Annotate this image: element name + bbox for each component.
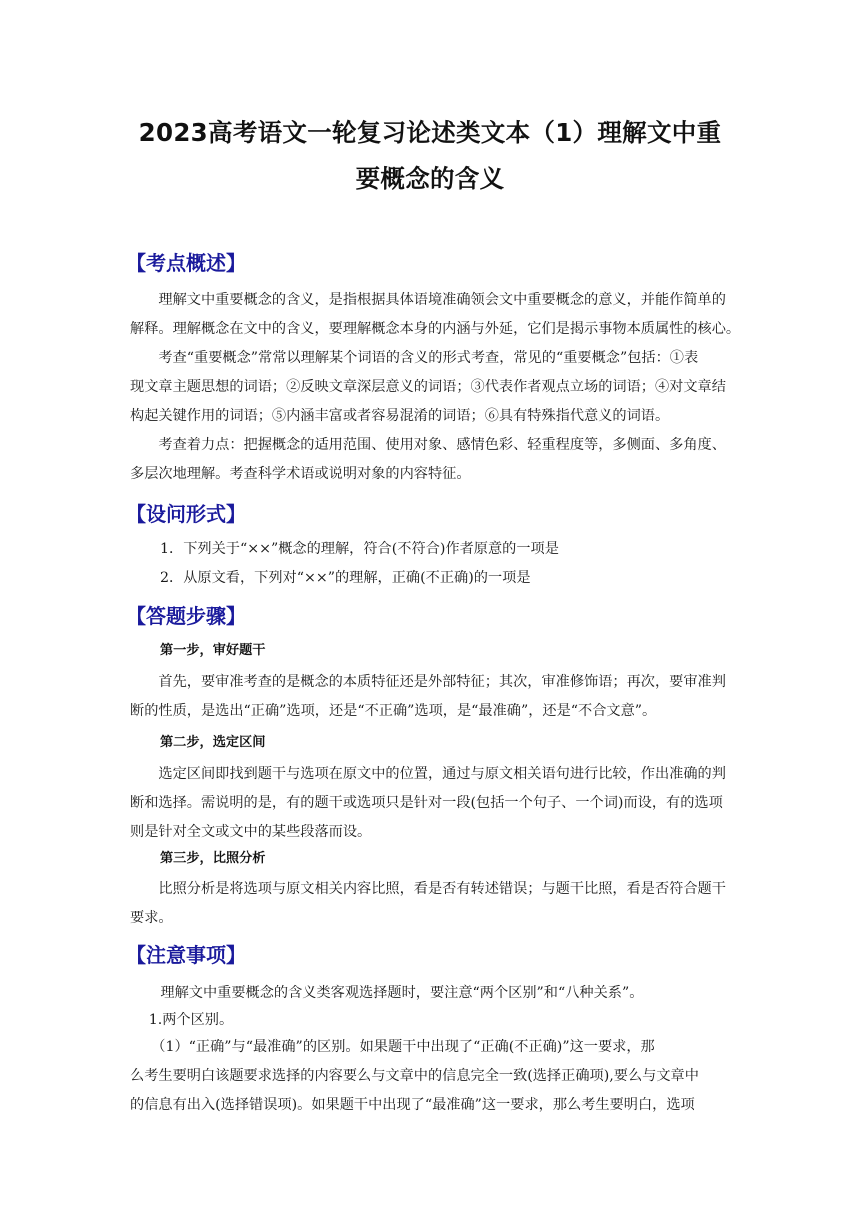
paragraph-overview-1 [130,286,740,344]
step-1-text [130,668,726,726]
step-2-text [130,760,726,847]
title-line-2: 要概念的含义 [355,164,505,193]
paragraph-line: 比照分析是将选项与原文相关内容比照，看是否有转述错误；与题干比照，看是否符合题干 [130,881,726,897]
step-3-title: 第三步，比照分析 [160,851,266,866]
section-heading-notes: 【注意事项】 [126,943,246,967]
paragraph-line: 现文章主题思想的词语；②反映文章深层意义的词语；③代表作者观点立场的词语；④对文章结 [130,379,726,395]
paragraph-line: 首先，要审准考查的是概念的本质特征还是外部特征；其次，审准修饰语；再次，要审准判 [130,674,726,690]
question-form-item: 1．下列关于“××”概念的理解，符合(不符合)作者原意的一项是 [160,541,559,557]
paragraph-line: 考查着力点：把握概念的适用范围、使用对象、感情色彩、轻重程度等，多侧面、多角度、 [130,437,726,453]
paragraph-line: 要求。 [130,910,173,926]
step-2-title: 第二步，选定区间 [160,735,266,750]
paragraph-line: 理解文中重要概念的含义，是指根据具体语境准确领会文中重要概念的意义，并能作简单的 [130,292,726,308]
document-title [110,110,750,202]
question-form-list [160,535,559,593]
section-heading-steps: 【答题步骤】 [126,604,246,628]
paragraph-line: （1）“正确”与“最准确”的区别。如果题干中出现了“正确(不正确)”这一要求，那 [130,1039,655,1055]
paragraph-line: 多层次地理解。考查科学术语或说明对象的内容特征。 [130,466,471,482]
step-1-title: 第一步，审好题干 [160,643,266,658]
paragraph-line: 断的性质，是选出“正确”选项，还是“不正确”选项，是“最准确”，还是“不合文意”。 [130,703,657,719]
title-line-1: 2023高考语文一轮复习论述类文本（1）理解文中重 [138,118,722,147]
question-form-item: 2．从原文看，下列对“××”的理解，正确(不正确)的一项是 [160,570,531,586]
paragraph-line: 构起关键作用的词语；⑤内涵丰富或者容易混淆的词语；⑥具有特殊指代意义的词语。 [130,408,670,424]
notes-paragraph-1 [130,1033,699,1120]
paragraph-overview-2 [130,344,726,431]
paragraph-line: 则是针对全文或文中的某些段落而设。 [130,824,372,840]
notes-intro: 理解文中重要概念的含义类客观选择题时，要注意“两个区别”和“八种关系”。 [132,985,644,1001]
paragraph-line: 的信息有出入(选择错误项)。如果题干中出现了“最准确”这一要求，那么考生要明白，选项 [130,1097,695,1113]
paragraph-line: 断和选择。需说明的是，有的题干或选项只是针对一段(包括一个句子、一个词)而设，有的选项 [130,795,723,811]
paragraph-line: 考查“重要概念”常常以理解某个词语的含义的形式考查，常见的“重要概念”包括：①表 [130,350,699,366]
paragraph-line: 解释。理解概念在文中的含义，要理解概念本身的内涵与外延，它们是揭示事物本质属性的核心。 [130,321,741,337]
section-heading-question-forms: 【设问形式】 [126,502,246,526]
step-3-text [130,875,726,933]
paragraph-line: 选定区间即找到题干与选项在原文中的位置，通过与原文相关语句进行比较，作出准确的判 [130,766,726,782]
section-heading-overview: 【考点概述】 [126,251,246,275]
paragraph-line: 么考生要明白该题要求选择的内容要么与文章中的信息完全一致(选择正确项),要么与文章中 [130,1068,699,1084]
notes-item-1: 1.两个区别。 [130,1012,234,1028]
paragraph-overview-3 [130,431,726,489]
